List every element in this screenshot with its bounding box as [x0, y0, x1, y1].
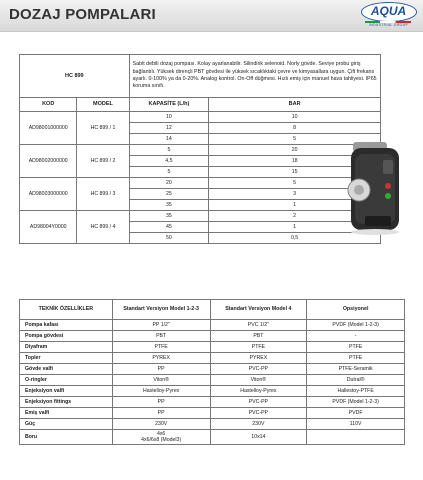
spec-optional: 110V	[307, 419, 405, 430]
spec-standard-123: 230V	[112, 419, 210, 430]
bar-value: 8	[209, 123, 381, 134]
bar-value: 20	[209, 145, 381, 156]
product-model: HC 899 / 1	[77, 112, 129, 145]
spec-standard-123: PP	[112, 408, 210, 419]
table-row	[20, 178, 381, 189]
product-model: HC 899 / 2	[77, 145, 129, 178]
spec-optional: PVDF (Model 1-2-3)	[307, 397, 405, 408]
spec-row	[20, 320, 405, 331]
bar-value: 5	[209, 134, 381, 145]
capacity-value: 4,5	[129, 156, 209, 167]
spec-standard-123: Hastelloy-Pyrex	[112, 386, 210, 397]
spec-row	[20, 397, 405, 408]
spec-optional: PTFE	[307, 353, 405, 364]
spec-standard-123: PTFE	[112, 342, 210, 353]
header-bar: BAR	[209, 98, 381, 112]
bar-value: 2	[209, 211, 381, 222]
logo-subtext: INDUSTRIAL GROUP	[368, 23, 409, 27]
spec-optional: Dutral®	[307, 375, 405, 386]
page-title: DOZAJ POMPALARI	[9, 6, 156, 23]
spec-row	[20, 408, 405, 419]
spec-label: Topler	[20, 353, 113, 364]
logo-text: AQUA	[370, 4, 407, 18]
table-row	[20, 211, 381, 222]
capacity-value: 25	[129, 189, 209, 200]
spec-optional	[307, 430, 405, 445]
model-table-body	[20, 112, 381, 244]
table-row	[20, 145, 381, 156]
spec-optional: PVDF (Model 1-2-3)	[307, 320, 405, 331]
spec-table	[19, 299, 405, 445]
spec-standard-4: Viton®	[210, 375, 307, 386]
spec-label: Diyafram	[20, 342, 113, 353]
bar-value: 15	[209, 167, 381, 178]
spec-standard-4: Hastelloy-Pyrex	[210, 386, 307, 397]
product-model: HC 899 / 3	[77, 178, 129, 211]
capacity-value: 50	[129, 233, 209, 244]
page-header	[0, 0, 423, 32]
spec-standard-4: PYREX	[210, 353, 307, 364]
header-code: KOD	[20, 98, 77, 112]
spec-standard-123: PP	[112, 397, 210, 408]
spec-optional: PTFE	[307, 342, 405, 353]
spec-header-standard-4: Standart Versiyon Model 4	[210, 300, 307, 320]
spec-optional: PTFE-Seramik	[307, 364, 405, 375]
bar-value: 3	[209, 189, 381, 200]
spec-standard-4: PVC-PP	[210, 364, 307, 375]
header-model: MODEL	[77, 98, 129, 112]
spec-label: O-ringler	[20, 375, 113, 386]
bar-value: 1	[209, 222, 381, 233]
spec-row	[20, 353, 405, 364]
spec-optional: PVDF	[307, 408, 405, 419]
product-code: AD98002000000	[20, 145, 77, 178]
spec-header-feature: TEKNİK ÖZELLİKLER	[20, 300, 113, 320]
bar-value: 0,5	[209, 233, 381, 244]
capacity-value: 10	[129, 112, 209, 123]
capacity-value: 35	[129, 200, 209, 211]
spec-standard-4: PVC 1/2"	[210, 320, 307, 331]
spec-standard-4: 10x14	[210, 430, 307, 445]
spec-label: Boru	[20, 430, 113, 445]
bar-value: 10	[209, 112, 381, 123]
spec-standard-123: Viton®	[112, 375, 210, 386]
spec-standard-123: PYREX	[112, 353, 210, 364]
product-code: AD98003000000	[20, 178, 77, 211]
bar-value: 18	[209, 156, 381, 167]
model-table	[19, 54, 381, 244]
spec-row	[20, 342, 405, 353]
spec-label: Pompa kafası	[20, 320, 113, 331]
capacity-value: 5	[129, 167, 209, 178]
bar-value: 5	[209, 178, 381, 189]
spec-table-body	[20, 320, 405, 445]
product-code: AD98001000000	[20, 112, 77, 145]
capacity-value: 45	[129, 222, 209, 233]
spec-label: Emiş valfi	[20, 408, 113, 419]
spec-label: Enjeksiyon fittings	[20, 397, 113, 408]
spec-label: Enjeksiyon valfi	[20, 386, 113, 397]
product-code: AD98004Y0000	[20, 211, 77, 244]
spec-row	[20, 419, 405, 430]
aqua-logo	[359, 2, 418, 28]
spec-header-optional: Opsiyonel	[307, 300, 405, 320]
model-name: HC 899	[20, 55, 130, 98]
spec-standard-4: PVC-PP	[210, 397, 307, 408]
capacity-value: 14	[129, 134, 209, 145]
table-row	[20, 112, 381, 123]
spec-standard-123: PP 1/2"	[112, 320, 210, 331]
spec-standard-4: PBT	[210, 331, 307, 342]
capacity-value: 20	[129, 178, 209, 189]
spec-standard-4: PVC-PP	[210, 408, 307, 419]
spec-label: Güç	[20, 419, 113, 430]
spec-standard-4: 230V	[210, 419, 307, 430]
spec-label: Gövde valfi	[20, 364, 113, 375]
capacity-value: 35	[129, 211, 209, 222]
dosing-pump-image	[345, 128, 415, 240]
product-model: HC 899 / 4	[77, 211, 129, 244]
spec-optional: Hallestoy-PTFE	[307, 386, 405, 397]
spec-standard-4: PTFE	[210, 342, 307, 353]
spec-row	[20, 331, 405, 342]
bar-value: 1	[209, 200, 381, 211]
spec-row	[20, 364, 405, 375]
capacity-value: 5	[129, 145, 209, 156]
spec-standard-123: PBT	[112, 331, 210, 342]
model-description: Sabit debili dozaj pompası. Kolay ayarlanabilir. Silindirik selenoid. Norly gövde. Seviye probu giriş bağlantılı. Yüksek dirençli PBT gövdesi ile yüksek sıcaklıktaki çevre ve kimyasallara uygun. Çift frekans ayarlı. 0-100% ya da 0-20%. Analog kontrol. On-Off düğmesi. Hızlı emiş için manuel hava tahliyesi. IP65 koruma sınıfı.	[129, 55, 380, 98]
spec-optional: -	[307, 331, 405, 342]
capacity-value: 12	[129, 123, 209, 134]
spec-header-standard-123: Standart Versiyon Model 1-2-3	[112, 300, 210, 320]
spec-label: Pompa gövdesi	[20, 331, 113, 342]
header-capacity: KAPASİTE (L/h)	[129, 98, 209, 112]
spec-standard-123: PP	[112, 364, 210, 375]
spec-standard-123: 4x6 4x6/6x8 (Model3)	[112, 430, 210, 445]
spec-row	[20, 386, 405, 397]
spec-row	[20, 375, 405, 386]
spec-row	[20, 430, 405, 445]
